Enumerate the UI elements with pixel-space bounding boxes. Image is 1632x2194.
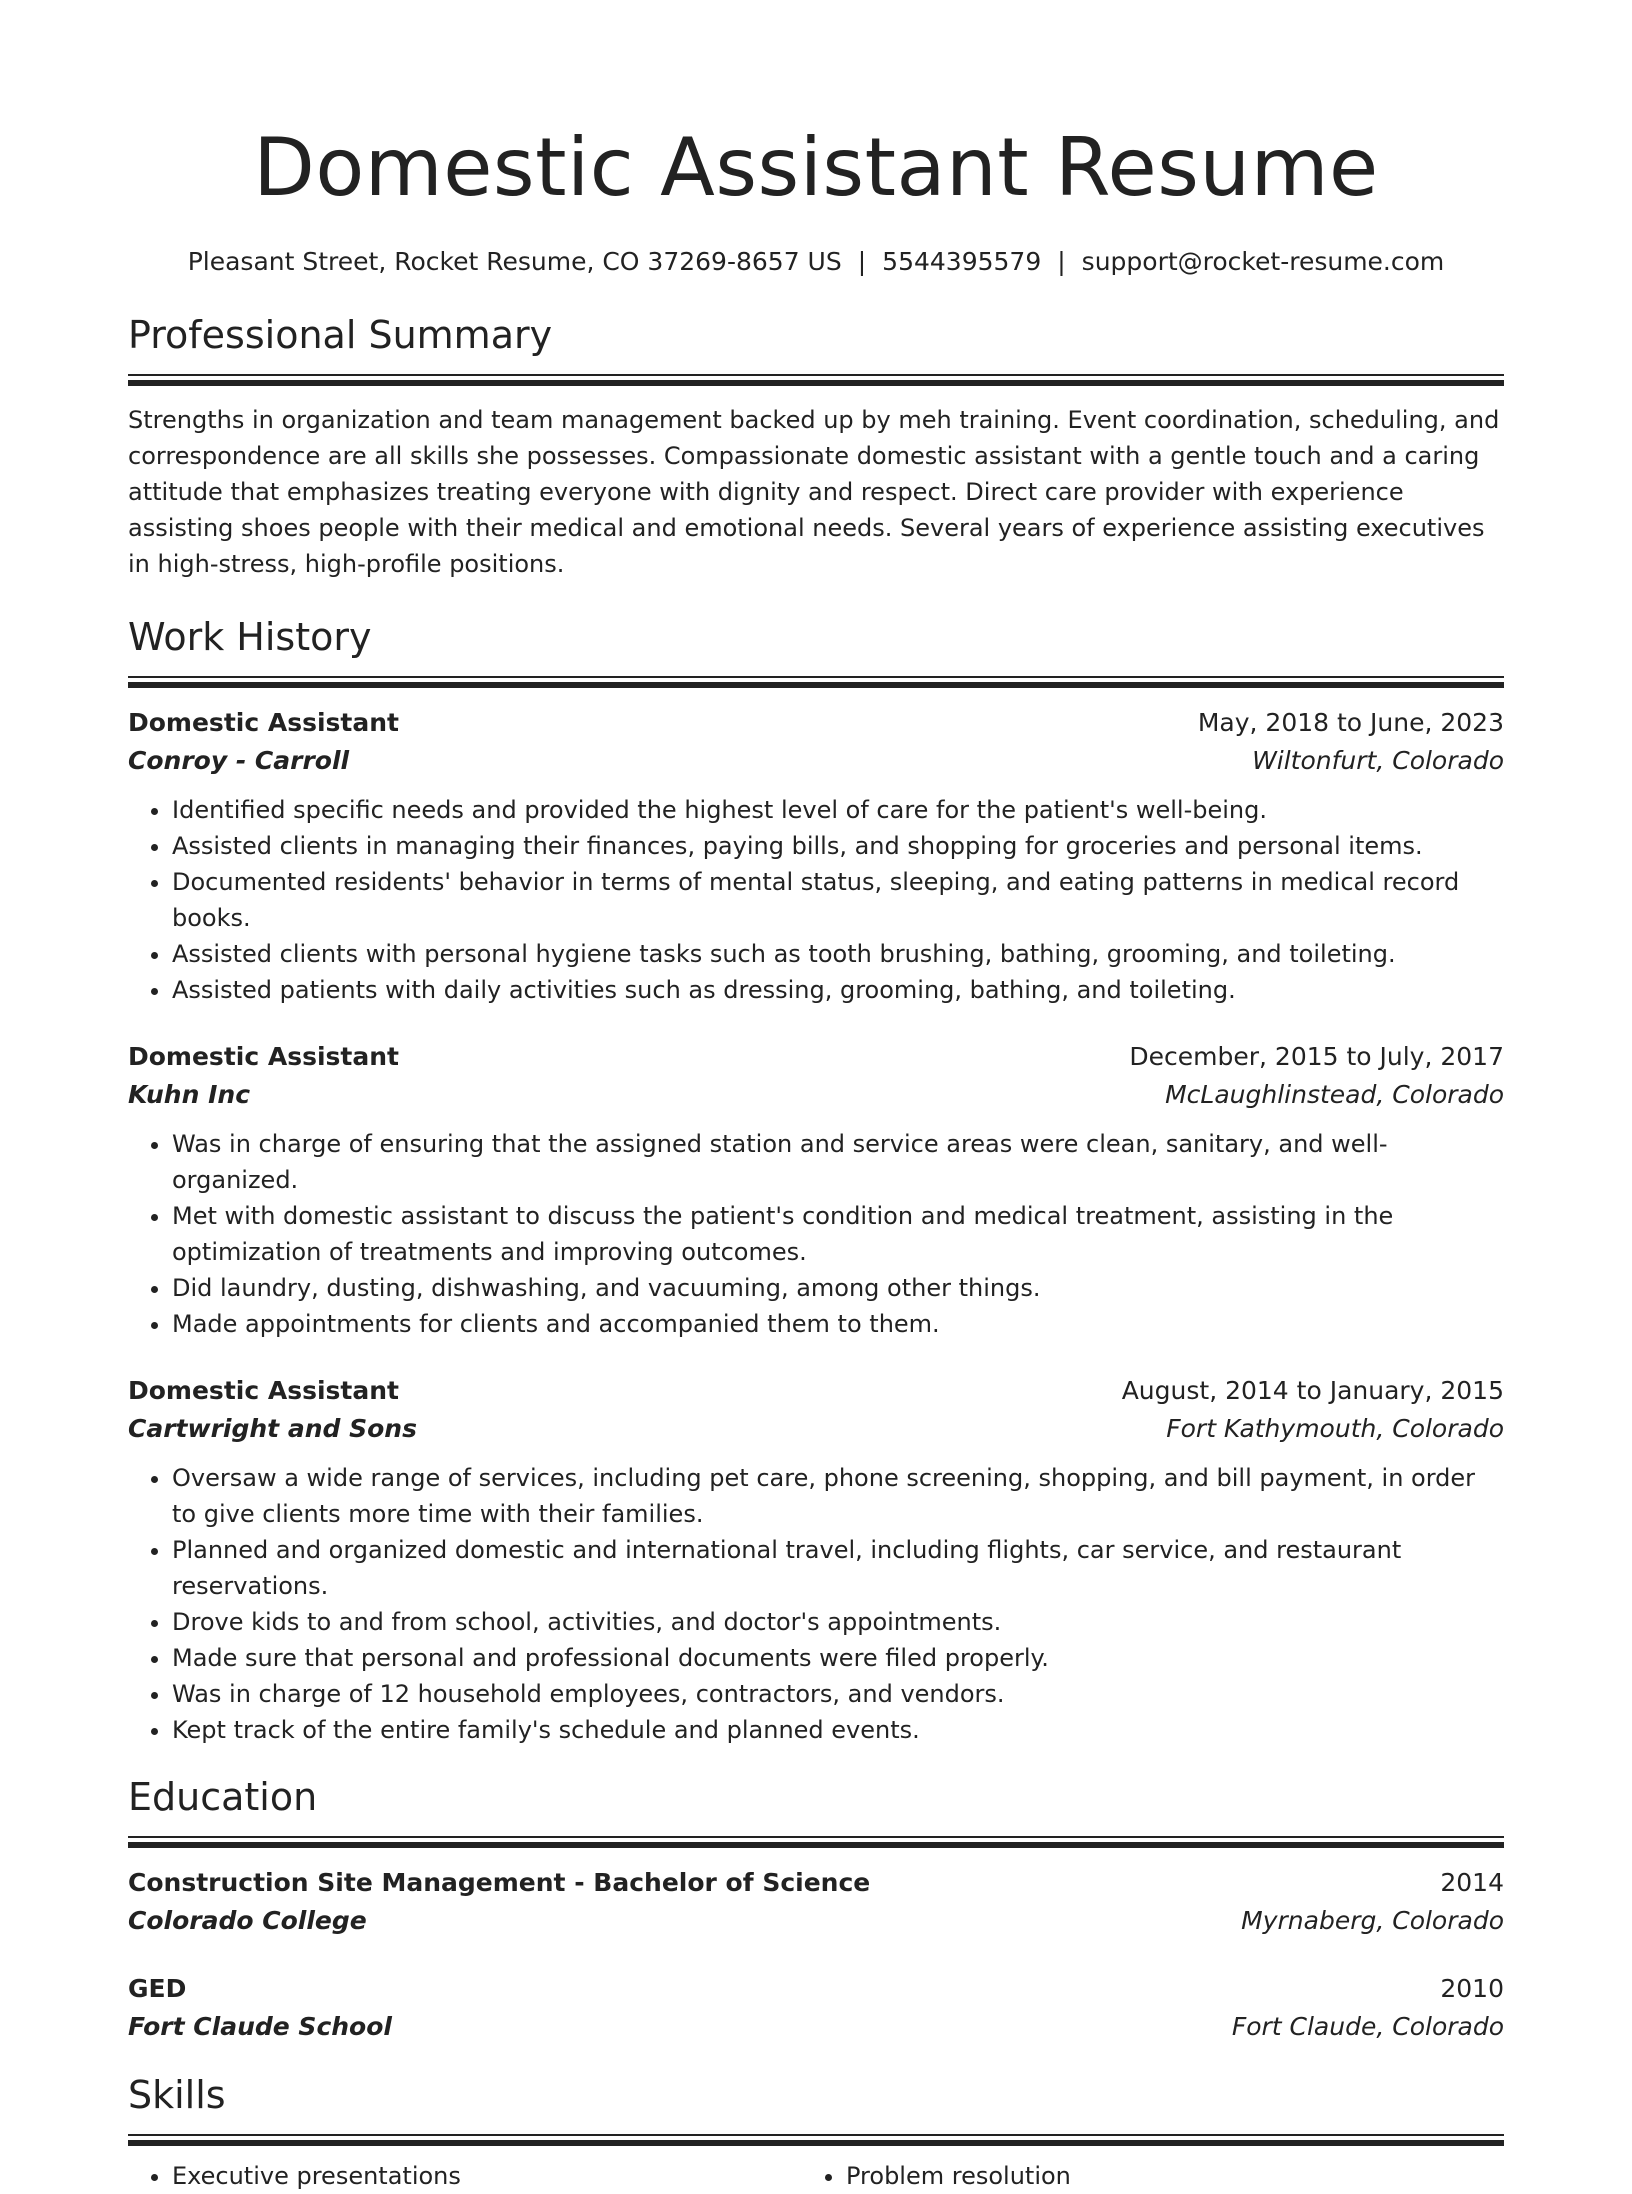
job-location: McLaughlinstead, Colorado (1165, 1080, 1504, 1109)
section-heading-work-history: Work History (128, 615, 372, 659)
job-company: Cartwright and Sons (128, 1414, 417, 1443)
job-bullet: • Made sure that personal and professional documents were filed properly. (172, 1640, 1504, 1676)
job-bullet: • Drove kids to and from school, activities, and doctor's appointments. (172, 1604, 1504, 1640)
contact-line (128, 244, 1504, 280)
education-year: 2014 (1440, 1868, 1504, 1897)
section-divider (128, 1836, 1504, 1848)
education-location: Fort Claude, Colorado (1231, 2012, 1504, 2041)
resume-page (128, 112, 1504, 2194)
job-dates: August, 2014 to January, 2015 (1121, 1376, 1504, 1405)
job-bullets (128, 1126, 1504, 1342)
job-location: Fort Kathymouth, Colorado (1166, 1414, 1504, 1443)
job-dates: December, 2015 to July, 2017 (1129, 1042, 1504, 1071)
contact-email: support@rocket-resume.com (1081, 247, 1445, 276)
education-entry (128, 1970, 1504, 2046)
job-bullet: • Assisted patients with daily activities such as dressing, grooming, bathing, and toileting. (172, 972, 1504, 1008)
education-section (128, 1772, 1504, 2046)
education-degree: Construction Site Management - Bachelor of Science (128, 1868, 871, 1897)
education-school: Fort Claude School (128, 2012, 392, 2041)
section-heading-summary: Professional Summary (128, 313, 553, 357)
skills-grid (128, 2158, 1504, 2194)
job-bullet: • Assisted clients in managing their finances, paying bills, and shopping for groceries and personal items. (172, 828, 1504, 864)
education-school: Colorado College (128, 1906, 367, 1935)
section-divider (128, 2134, 1504, 2146)
contact-separator: | (1057, 247, 1066, 276)
job-entry (128, 704, 1504, 1008)
job-entry (128, 1372, 1504, 1748)
summary-text: Strengths in organization and team management backed up by meh training. Event coordination, scheduling, and correspondence are all skills she possesses. Compassionate domestic assistant with a gentle touch and a caring attitude that emphasizes treating everyone with dignity and respect. Direct care provider with experience assisting shoes people with their medical and emotional needs. Several years of experience assisting executives in high-stress, high-profile positions. (128, 406, 1500, 578)
section-divider (128, 374, 1504, 386)
job-entry (128, 1038, 1504, 1342)
skills-column-right (802, 2158, 1476, 2194)
contact-separator: | (857, 247, 867, 276)
job-bullet: • Made appointments for clients and accompanied them to them. (172, 1306, 1504, 1342)
section-divider (128, 676, 1504, 688)
job-company: Kuhn Inc (128, 1080, 251, 1109)
job-bullet: • Was in charge of 12 household employees, contractors, and vendors. (172, 1676, 1504, 1712)
education-year: 2010 (1440, 1974, 1504, 2003)
skill-item: • Executive presentations (172, 2158, 802, 2194)
job-bullet: • Kept track of the entire family's schedule and planned events. (172, 1712, 1504, 1748)
section-heading-education: Education (128, 1775, 318, 1819)
contact-phone: 5544395579 (882, 247, 1042, 276)
skill-item: • Problem resolution (846, 2158, 1476, 2194)
job-bullet: • Assisted clients with personal hygiene tasks such as tooth brushing, bathing, grooming, and toileting. (172, 936, 1504, 972)
job-bullet: • Oversaw a wide range of services, including pet care, phone screening, shopping, and bill payment, in order to give clients more time with their families. (172, 1460, 1504, 1532)
job-company: Conroy - Carroll (128, 746, 350, 775)
job-bullet: • Planned and organized domestic and international travel, including flights, car service, and restaurant reservations. (172, 1532, 1504, 1604)
job-dates: May, 2018 to June, 2023 (1197, 708, 1504, 737)
job-title: Domestic Assistant (128, 1042, 399, 1071)
skills-column-left (128, 2158, 802, 2194)
summary-section (128, 310, 1504, 582)
education-entry (128, 1864, 1504, 1940)
contact-address: Pleasant Street, Rocket Resume, CO 37269-8657 US (187, 247, 842, 276)
job-bullet: • Documented residents' behavior in terms of mental status, sleeping, and eating patterns in medical record books. (172, 864, 1504, 936)
skills-section (128, 2070, 1504, 2194)
job-title: Domestic Assistant (128, 708, 399, 737)
work-history-section (128, 612, 1504, 1748)
job-location: Wiltonfurt, Colorado (1252, 746, 1504, 775)
education-degree: GED (128, 1974, 187, 2003)
job-bullet: • Met with domestic assistant to discuss the patient's condition and medical treatment, assisting in the optimization of treatments and improving outcomes. (172, 1198, 1504, 1270)
job-title: Domestic Assistant (128, 1376, 399, 1405)
job-bullets (128, 1460, 1504, 1748)
job-bullets (128, 792, 1504, 1008)
job-bullet: • Identified specific needs and provided the highest level of care for the patient's well-being. (172, 792, 1504, 828)
job-bullet: • Did laundry, dusting, dishwashing, and vacuuming, among other things. (172, 1270, 1504, 1306)
resume-title: Domestic Assistant Resume (253, 121, 1379, 214)
education-location: Myrnaberg, Colorado (1241, 1906, 1504, 1935)
job-bullet: • Was in charge of ensuring that the assigned station and service areas were clean, sanitary, and well-organized. (172, 1126, 1504, 1198)
section-heading-skills: Skills (128, 2073, 226, 2117)
